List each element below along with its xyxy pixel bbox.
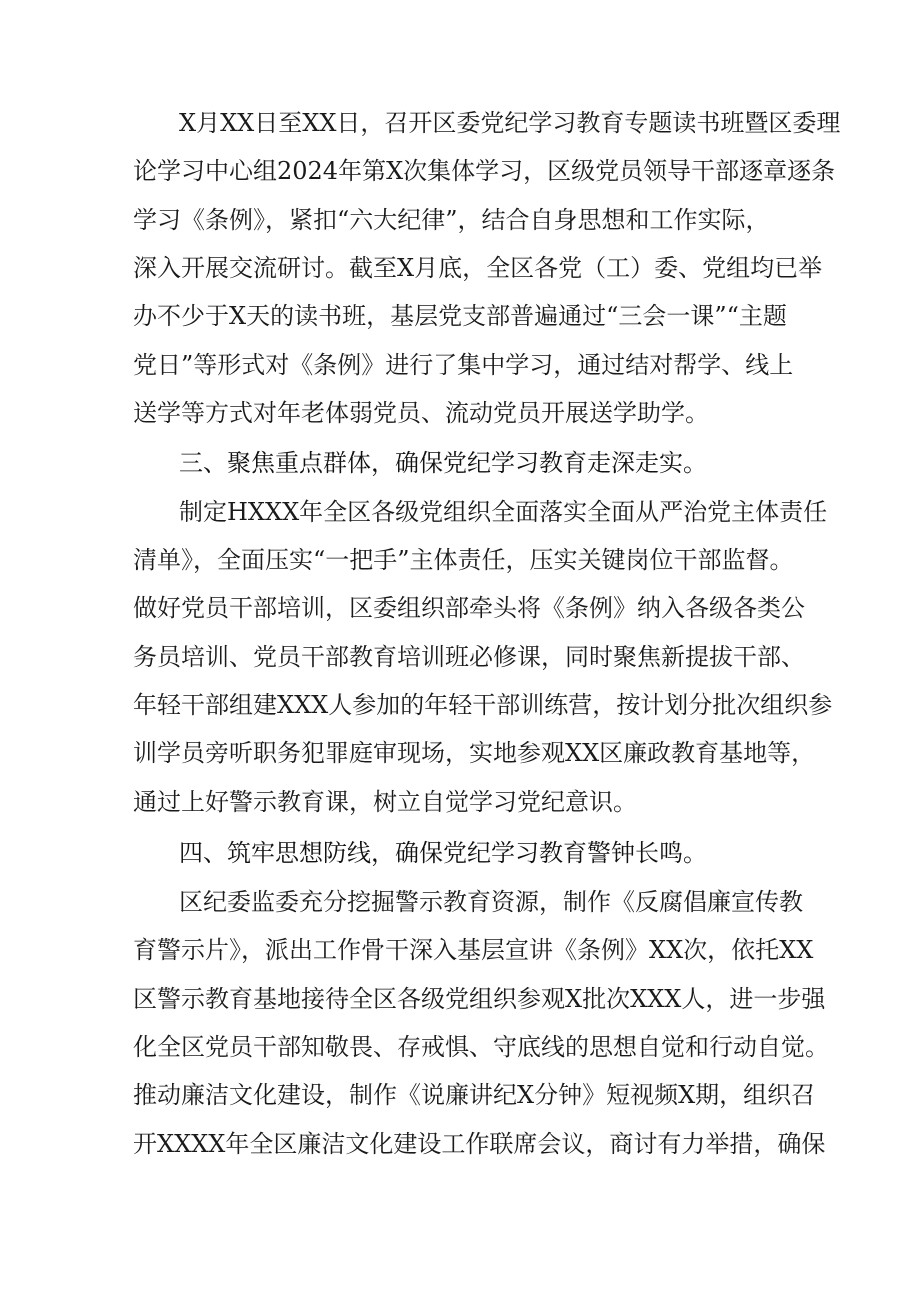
section-heading-4: 四、筑牢思想防线，确保党纪学习教育警钟长鸣。 [179, 839, 707, 867]
paragraph-3-line-6: 训学员旁听职务犯罪庭审现场，实地参观XX区廉政教育基地等， [133, 739, 816, 767]
paragraph-4-line-6: 开XXXX年全区廉洁文化建设工作联席会议，商讨有力举措，确保 [133, 1130, 826, 1158]
paragraph-1-line-1: X月XX日至XX日，召开区委党纪学习教育专题读书班暨区委理 [179, 109, 841, 137]
section-heading-3: 三、聚焦重点群体，确保党纪学习教育走深走实。 [179, 449, 707, 477]
paragraph-1-line-4: 深入开展交流研讨。截至X月底，全区各党（工）委、党组均已举 [133, 254, 823, 282]
paragraph-4-line-1: 区纪委监委充分挖掘警示教育资源，制作《反腐倡廉宣传教 [179, 888, 803, 916]
paragraph-1-line-5: 办不少于X天的读书班，基层党支部普遍通过“三会一课”“主题 [133, 302, 787, 330]
paragraph-1-line-7: 送学等方式对年老体弱党员、流动党员开展送学助学。 [133, 399, 709, 427]
paragraph-4-line-3: 区警示教育基地接待全区各级党组织参观X批次XXX人，进一步强 [133, 985, 826, 1013]
paragraph-4-line-4: 化全区党员干部知敬畏、存戒惧、守底线的思想自觉和行动自觉。 [133, 1033, 829, 1061]
paragraph-3-line-7: 通过上好警示教育课，树立自觉学习党纪意识。 [133, 788, 637, 816]
paragraph-1-line-3: 学习《条例》，紧扣“六大纪律”，结合自身思想和工作实际， [133, 206, 770, 234]
paragraph-3-line-5: 年轻干部组建XXX人参加的年轻干部训练营，按计划分批次组织参 [133, 691, 833, 719]
paragraph-3-line-1: 制定HXXX年全区各级党组织全面落实全面从严治党主体责任 [179, 498, 828, 526]
paragraph-1-line-2: 论学习中心组2024年第X次集体学习，区级党员领导干部逐章逐条 [133, 157, 836, 185]
paragraph-4-line-2: 育警示片》，派出工作骨干深入基层宣讲《条例》XX次，依托XX [133, 936, 814, 964]
paragraph-4-line-5: 推动廉洁文化建设，制作《说廉讲纪X分钟》短视频X期，组织召 [133, 1081, 816, 1109]
paragraph-1-line-6: 党日”等形式对《条例》进行了集中学习，通过结对帮学、线上 [133, 351, 794, 379]
paragraph-3-line-3: 做好党员干部培训，区委组织部牵头将《条例》纳入各级各类公 [133, 594, 805, 622]
paragraph-3-line-4: 务员培训、党员干部教育培训班必修课，同时聚焦新提拔干部、 [133, 643, 805, 671]
paragraph-3-line-2: 清单》，全面压实“一把手”主体责任，压实关键岗位干部监督。 [133, 546, 794, 574]
